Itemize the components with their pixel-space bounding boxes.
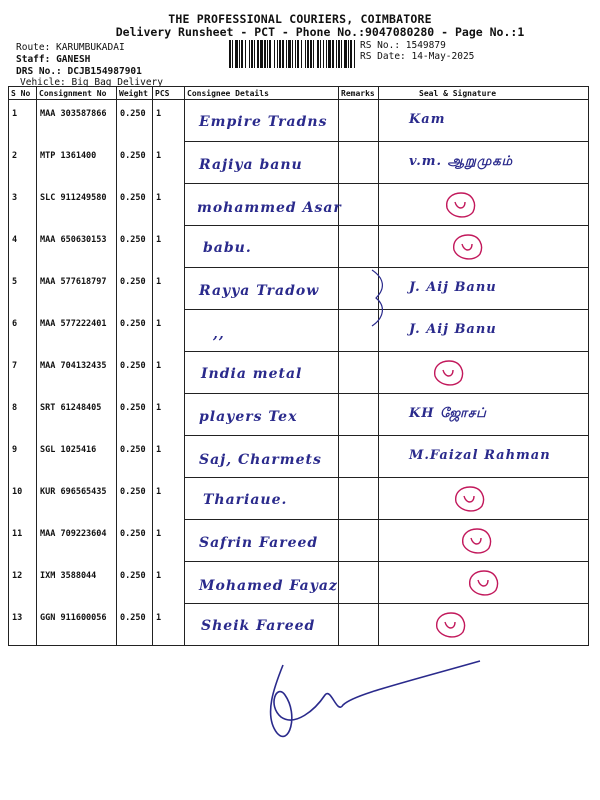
seal-cell (379, 562, 589, 604)
seal-cell (379, 352, 589, 394)
sno-cell (9, 352, 37, 394)
drs-label: DRS No.: (16, 66, 62, 77)
barcode-bar (241, 40, 243, 68)
weight-cell (117, 142, 153, 184)
col-weight: Weight (117, 87, 153, 100)
consignment-text: SRT 61248405 (40, 402, 102, 413)
recipient-signature: v.m. ஆறுமுகம் (409, 154, 514, 169)
stamp-mark (431, 358, 467, 388)
col-remarks: Remarks (339, 87, 379, 100)
barcode-bar (338, 40, 340, 68)
pcs-text: 1 (156, 234, 162, 245)
sno-text: 11 (12, 528, 23, 539)
remarks-cell (339, 478, 379, 520)
consignee-cell (185, 310, 339, 352)
pcs-cell (153, 184, 185, 226)
barcode-bar (232, 40, 233, 68)
remarks-cell (339, 100, 379, 142)
consignment-cell (37, 604, 117, 646)
consignment-text: SLC 911249580 (40, 192, 107, 203)
consignee-cell (185, 520, 339, 562)
barcode-bar (239, 40, 240, 68)
weight-text: 0.250 (120, 360, 146, 371)
sno-cell (9, 142, 37, 184)
sno-cell (9, 478, 37, 520)
stamp-mark (433, 610, 469, 640)
table-row (9, 436, 589, 478)
remarks-cell (339, 604, 379, 646)
weight-text: 0.250 (120, 570, 146, 581)
runsheet-subtitle: Delivery Runsheet - PCT - Phone No.:9047080280 - Page No.:1 (115, 25, 525, 39)
barcode-bar (326, 40, 327, 68)
consignee-name: mohammed Asar (197, 200, 342, 216)
pcs-text: 1 (156, 150, 162, 161)
col-consignment: Consignment No (37, 87, 117, 100)
barcode-bar (249, 40, 250, 68)
recipient-signature: J. Aij Banu (409, 322, 497, 337)
barcode-bar (354, 40, 355, 68)
barcode-bar (341, 40, 342, 68)
barcode-bar (235, 40, 238, 68)
weight-text: 0.250 (120, 150, 146, 161)
weight-text: 0.250 (120, 486, 146, 497)
pcs-cell (153, 142, 185, 184)
consignment-text: MAA 650630153 (40, 234, 107, 245)
consignment-text: MTP 1361400 (40, 150, 97, 161)
stamp-mark (443, 190, 479, 220)
sno-text: 1 (12, 109, 18, 119)
sno-cell (9, 268, 37, 310)
barcode-bar (254, 40, 255, 68)
pcs-text: 1 (156, 360, 162, 371)
table-row (9, 478, 589, 520)
table-row (9, 394, 589, 436)
consignee-cell (185, 394, 339, 436)
seal-cell (379, 142, 589, 184)
sno-cell (9, 562, 37, 604)
seal-cell (379, 226, 589, 268)
sno-cell (9, 436, 37, 478)
rs-date: RS Date: 14-May-2025 (360, 51, 475, 62)
consignee-name: players Tex (199, 409, 298, 425)
pcs-cell (153, 604, 185, 646)
consignee-cell (185, 184, 342, 226)
sno-text: 7 (12, 360, 18, 371)
barcode-bar (277, 40, 278, 68)
weight-cell (117, 100, 153, 142)
seal-cell (379, 520, 589, 562)
consignment-cell (37, 100, 117, 142)
sno-text: 5 (12, 276, 18, 287)
sno-cell (9, 310, 37, 352)
recipient-signature: J. Aij Banu (409, 280, 497, 295)
barcode-bar (292, 40, 293, 68)
pcs-text: 1 (156, 444, 162, 455)
barcode-bar (336, 40, 337, 68)
consignment-cell (37, 352, 117, 394)
consignee-name: Mohamed Fayaz (199, 578, 338, 594)
barcode-bar (313, 40, 314, 68)
table-row (9, 562, 589, 604)
col-pcs: PCS (153, 87, 185, 100)
weight-text: 0.250 (120, 192, 146, 203)
consignment-text: IXM 3588044 (40, 570, 97, 581)
sno-text: 4 (12, 234, 18, 245)
recipient-signature: KH ஜோசப் (409, 406, 487, 421)
table-row (9, 352, 589, 394)
weight-cell (117, 226, 153, 268)
barcode-bar (251, 40, 253, 68)
pcs-cell (153, 310, 185, 352)
pcs-cell (153, 520, 185, 562)
barcode-bar (307, 40, 309, 68)
stamp-mark (459, 526, 495, 556)
pcs-cell (153, 436, 185, 478)
seal-cell (379, 184, 589, 226)
sno-cell (9, 184, 37, 226)
weight-text: 0.250 (120, 234, 146, 245)
remarks-cell (339, 562, 379, 604)
seal-cell (379, 310, 589, 352)
consignee-name: ,, (213, 326, 225, 342)
sno-text: 10 (12, 486, 23, 497)
consignment-cell (37, 562, 117, 604)
barcode-bar (350, 40, 352, 68)
seal-cell (379, 478, 589, 520)
pcs-cell (153, 562, 185, 604)
seal-cell (379, 100, 589, 142)
weight-text: 0.250 (120, 276, 146, 287)
recipient-signature: Kam (409, 112, 446, 127)
table-row (9, 310, 589, 352)
weight-cell (117, 310, 153, 352)
col-sno: S No (9, 87, 37, 100)
consignment-cell (37, 520, 117, 562)
consignee-name: Rayya Tradow (199, 283, 320, 299)
table-row (9, 184, 589, 226)
sno-cell (9, 226, 37, 268)
consignee-name: babu. (203, 240, 252, 256)
consignee-cell (185, 226, 339, 268)
stamp-mark (452, 484, 488, 514)
consignment-cell (37, 142, 117, 184)
barcode-bar (286, 40, 287, 68)
barcode-bar (279, 40, 281, 68)
pcs-text: 1 (156, 486, 162, 497)
pcs-text: 1 (156, 276, 162, 287)
barcode-bar (264, 40, 266, 68)
barcode-bar (267, 40, 268, 68)
barcode (229, 40, 355, 68)
barcode-bar (274, 40, 275, 68)
sno-text: 2 (12, 150, 18, 161)
staff-label: Staff: (16, 54, 51, 65)
weight-text: 0.250 (120, 318, 146, 329)
barcode-bar (297, 40, 299, 68)
sno-cell (9, 520, 37, 562)
weight-cell (117, 520, 153, 562)
barcode-bar (332, 40, 334, 68)
rs-number: RS No.: 1549879 (360, 40, 446, 51)
consignment-cell (37, 478, 117, 520)
company-title: THE PROFESSIONAL COURIERS, COIMBATORE (168, 12, 432, 26)
consignment-cell (37, 436, 117, 478)
consignment-text: GGN 911600056 (40, 612, 107, 623)
barcode-bar (328, 40, 331, 68)
pcs-text: 1 (156, 570, 162, 581)
weight-cell (117, 478, 153, 520)
pcs-cell (153, 478, 185, 520)
barcode-bar (320, 40, 321, 68)
weight-text: 0.250 (120, 444, 146, 455)
sno-text: 3 (12, 192, 18, 203)
sno-cell (9, 394, 37, 436)
sno-text: 6 (12, 318, 18, 329)
consignment-cell (37, 310, 117, 352)
table-row (9, 226, 589, 268)
consignee-name: Thariaue. (203, 492, 288, 508)
seal-cell (379, 394, 589, 436)
route-label: Route: KARUMBUKADAI (16, 42, 125, 53)
barcode-bar (295, 40, 296, 68)
staff-line (16, 54, 90, 65)
consignment-cell (37, 184, 117, 226)
pcs-text: 1 (156, 402, 162, 413)
weight-cell (117, 184, 153, 226)
weight-cell (117, 268, 153, 310)
seal-cell (379, 268, 589, 310)
pcs-text: 1 (156, 528, 162, 539)
consignee-name: Saj, Charmets (199, 452, 322, 468)
remarks-cell (339, 520, 379, 562)
consignee-cell (185, 100, 339, 142)
barcode-bar (305, 40, 306, 68)
barcode-bar (310, 40, 312, 68)
sno-cell (9, 100, 37, 142)
sno-text: 12 (12, 570, 23, 581)
drs-line (16, 66, 142, 77)
consignment-text: MAA 303587866 (40, 109, 107, 119)
weight-cell (117, 436, 153, 478)
barcode-bar (317, 40, 319, 68)
consignment-text: KUR 696565435 (40, 486, 107, 497)
weight-text: 0.250 (120, 612, 146, 623)
pcs-cell (153, 352, 185, 394)
consignment-text: MAA 709223604 (40, 528, 107, 539)
runsheet-table (8, 86, 589, 646)
remarks-cell (339, 436, 379, 478)
remarks-cell (339, 394, 379, 436)
table-row (9, 604, 589, 646)
consignment-text: MAA 577618797 (40, 276, 107, 287)
weight-cell (117, 352, 153, 394)
consignee-cell (185, 562, 339, 604)
seal-cell (379, 436, 589, 478)
consignment-text: MAA 577222401 (40, 318, 107, 329)
pcs-text: 1 (156, 612, 162, 623)
staff-value: GANESH (56, 54, 91, 65)
barcode-bar (257, 40, 259, 68)
barcode-bar (282, 40, 284, 68)
barcode-bar (323, 40, 324, 68)
consignee-cell (185, 352, 339, 394)
barcode-bar (288, 40, 291, 68)
sno-text: 13 (12, 612, 23, 623)
pcs-cell (153, 268, 185, 310)
consignee-cell (185, 268, 339, 310)
drs-value: DCJB154987901 (67, 66, 142, 77)
sno-cell (9, 604, 37, 646)
consignee-cell (185, 142, 339, 184)
seal-cell (379, 604, 589, 646)
pcs-text: 1 (156, 109, 162, 119)
consignee-name: Empire Tradns (199, 114, 328, 130)
weight-text: 0.250 (120, 528, 146, 539)
consignee-name: Sheik Fareed (201, 618, 316, 634)
remarks-cell (339, 142, 379, 184)
col-seal: Seal & Signature (379, 87, 589, 100)
pcs-cell (153, 100, 185, 142)
vehicle-label: Vehicle: Big Bag Delivery (20, 77, 163, 88)
col-consignee: Consignee Details (185, 87, 339, 100)
remarks-cell (339, 352, 379, 394)
weight-text: 0.250 (120, 402, 146, 413)
consignee-name: Safrin Fareed (199, 535, 319, 551)
remarks-cell (339, 226, 379, 268)
barcode-bar (260, 40, 263, 68)
barcode-bar (229, 40, 231, 68)
weight-cell (117, 562, 153, 604)
barcode-bar (348, 40, 349, 68)
consignee-cell (185, 478, 339, 520)
table-row (9, 520, 589, 562)
sno-text: 8 (12, 402, 18, 413)
remarks-cell (339, 184, 379, 226)
consignment-cell (37, 394, 117, 436)
consignee-cell (185, 436, 339, 478)
weight-text: 0.250 (120, 109, 146, 119)
consignment-cell (37, 226, 117, 268)
sno-text: 9 (12, 444, 18, 455)
barcode-bar (301, 40, 302, 68)
consignee-name: India metal (201, 366, 303, 382)
bracket-mark (368, 268, 392, 328)
consignment-cell (37, 268, 117, 310)
weight-cell (117, 394, 153, 436)
consignment-text: SGL 1025416 (40, 444, 97, 455)
table-row (9, 142, 589, 184)
recipient-signature: M.Faizal Rahman (409, 448, 551, 463)
pcs-text: 1 (156, 192, 162, 203)
consignment-text: MAA 704132435 (40, 360, 107, 371)
pcs-text: 1 (156, 318, 162, 329)
pcs-cell (153, 394, 185, 436)
supervisor-signature (255, 655, 485, 745)
weight-cell (117, 604, 153, 646)
stamp-mark (466, 568, 502, 598)
table-header-row (9, 87, 589, 100)
pcs-cell (153, 226, 185, 268)
stamp-mark (450, 232, 486, 262)
consignee-name: Rajiya banu (199, 157, 303, 173)
barcode-bar (245, 40, 246, 68)
barcode-bar (344, 40, 347, 68)
barcode-bar (269, 40, 271, 68)
consignee-cell (185, 604, 339, 646)
table-row (9, 268, 589, 310)
table-row (9, 100, 589, 142)
